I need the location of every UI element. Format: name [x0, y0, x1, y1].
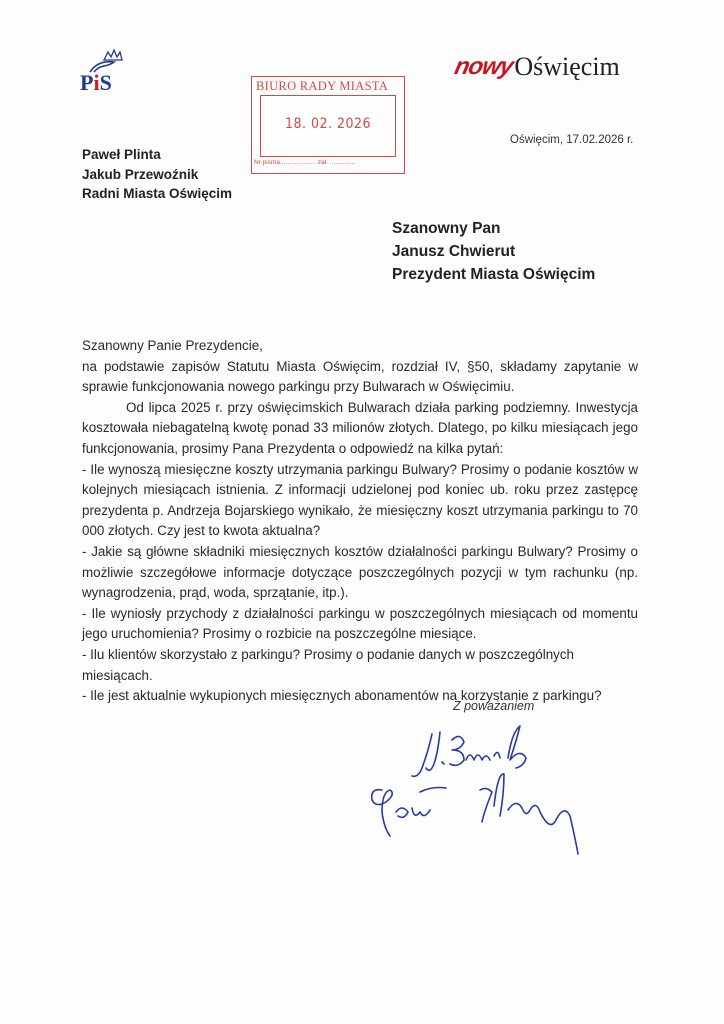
recipient-name: Janusz Chwierut — [392, 243, 516, 260]
brand-prefix: nowy — [452, 53, 516, 80]
party-logo — [80, 48, 150, 98]
handwritten-signatures — [360, 712, 620, 862]
recipient-block — [392, 217, 595, 286]
question-2: - Jakie są główne składniki miesięcznych kosztów działalności parkingu Bulwary? Prosimy o możliwie szczegółowe informacje dotyczące poszczególnych pozycji w tym rachunku (np. wynagrodzenia, prąd, woda, sprzątanie, itp.). — [82, 543, 638, 601]
context-paragraph: Od lipca 2025 r. przy oświęcimskich Bulwarach działa parking podziemny. Inwestycja kosztowała niebagatelną kwotę ponad 33 milionów złotych. Dlatego, po kilku miesiącach jego funkcjonowania, prosimy Pana Prezydenta o odpowiedź na kilka pytań: — [82, 399, 638, 456]
letter-body — [82, 336, 638, 707]
letter-date: Oświęcim, 17.02.2026 r. — [510, 134, 634, 146]
intro-paragraph: na podstawie zapisów Statutu Miasta Oświęcim, rozdział IV, §50, składamy zapytanie w sprawie funkcjonowania nowego parkingu przy Bulwarach w Oświęcimiu. — [82, 358, 638, 395]
stamp-date: 18. 02. 2026 — [284, 116, 372, 132]
sender-role: Radni Miasta Oświęcim — [82, 186, 233, 201]
question-4: - Ilu klientów skorzystało z parkingu? Prosimy o podanie danych w poszczególnych miesiącach. — [82, 646, 574, 683]
salutation: Szanowny Panie Prezydencie, — [82, 338, 263, 353]
sender-name-1: Paweł Plinta — [82, 147, 161, 162]
question-3: - Ile wyniosły przychody z działalności parkingu w poszczególnych miesiącach od momentu jego uruchomienia? Prosimy o rozbicie na poszczególne miesiące. — [82, 605, 638, 642]
recipient-title: Prezydent Miasta Oświęcim — [392, 266, 596, 283]
sender-block — [82, 145, 232, 204]
party-logo-text: PiS — [80, 70, 112, 95]
recipient-salutation: Szanowny Pan — [392, 220, 501, 237]
sender-name-2: Jakub Przewoźnik — [82, 166, 199, 182]
stamp-footer: Nr pisma.................... zał. .............. — [254, 159, 356, 166]
city-brand-logo — [452, 52, 620, 88]
registry-stamp — [251, 76, 405, 174]
question-5: - Ile jest aktualnie wykupionych miesięcznych abonamentów na korzystanie z parkingu? — [82, 688, 602, 704]
question-1: - Ile wynoszą miesięczne koszty utrzymania parkingu Bulwary? Prosimy o podanie kosztów w kolejnych miesiącach istnienia. Z informacji udzielonej pod koniec ub. roku przez zastępcę prezydenta p. Andrzeja Bojarskiego wynikało, że miesięczny koszt utrzymania parkingu to 70 000 złotych. Czy jest to kwota aktualna? — [82, 461, 638, 539]
brand-name: Oświęcim — [514, 52, 620, 81]
stamp-date-box — [260, 95, 396, 157]
stamp-title: BIURO RADY MIASTA — [256, 79, 389, 93]
closing-text: Z poważaniem — [453, 699, 535, 713]
